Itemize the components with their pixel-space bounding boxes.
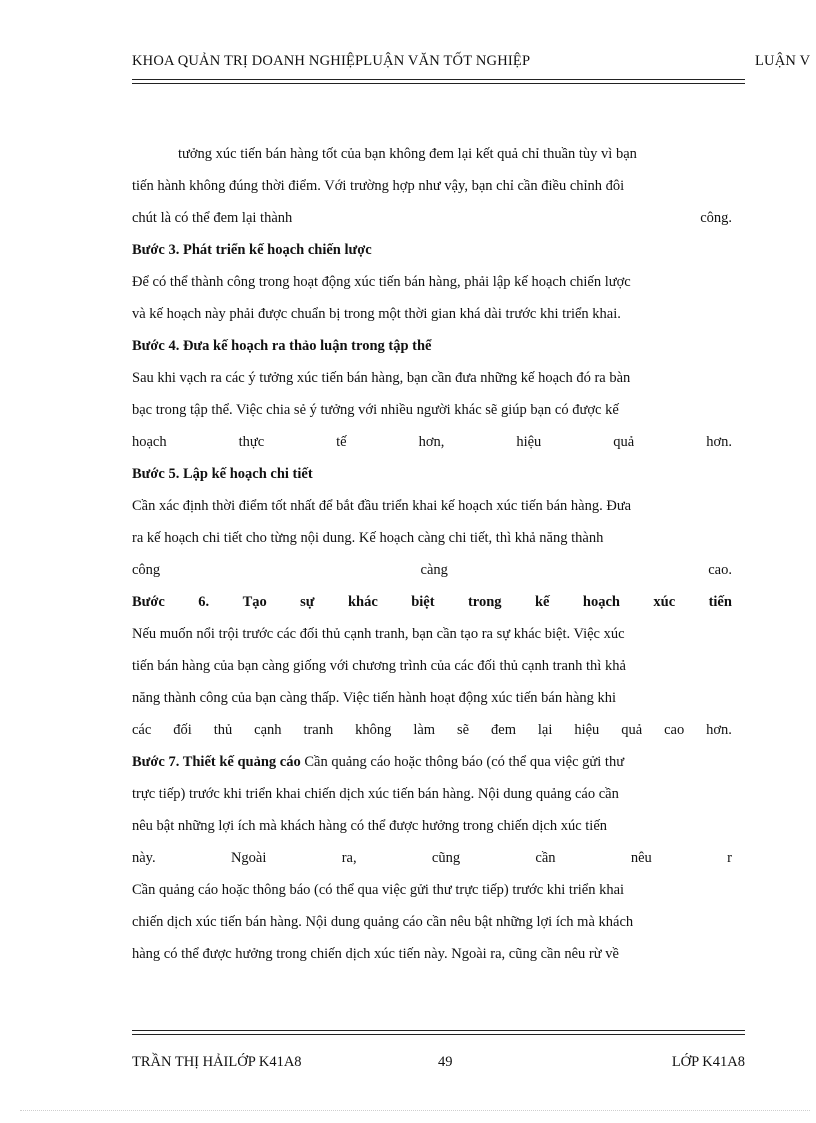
word: thủ <box>213 722 233 738</box>
word: lại <box>537 722 553 738</box>
text-line: tiến hành không đúng thời điểm. Với trường hợp như vậy, bạn chỉ cần điều chỉnh đôi <box>132 178 625 194</box>
page-number: 49 <box>438 1054 453 1070</box>
word: đối <box>173 722 192 738</box>
text-line: chiến dịch xúc tiến bán hàng. Nội dung quảng cáo cần nêu bật những lợi ích mà khách <box>132 914 634 930</box>
text-line: nêu bật những lợi ích mà khách hàng có thể được hưởng trong chiến dịch xúc tiến <box>132 818 608 834</box>
header-right-text: LUẬN V <box>755 53 811 69</box>
word: đem <box>491 722 516 738</box>
word: hoạch <box>132 434 167 450</box>
word: hơn. <box>706 722 732 738</box>
word: làm <box>413 722 436 738</box>
word: hơn. <box>706 434 732 450</box>
word: này. <box>132 850 156 866</box>
word: kế <box>534 594 550 610</box>
word: Tạo <box>242 594 267 610</box>
word: nêu <box>630 850 652 866</box>
text-line: trực tiếp) trước khi triển khai chiến dịch xúc tiến bán hàng. Nội dung quảng cáo cần <box>132 786 619 802</box>
text-line <box>132 719 732 741</box>
word: càng <box>420 562 448 578</box>
word: quả <box>621 722 643 738</box>
page-edge-dots <box>20 1110 810 1111</box>
word: ra, <box>341 850 357 866</box>
header-title: KHOA QUẢN TRỊ DOANH NGHIỆPLUẬN VĂN TỐT NGHIỆP <box>132 53 531 69</box>
step-heading: Bước 7. Thiết kế quảng cáo <box>132 754 301 770</box>
word: r <box>727 850 732 866</box>
text-line: Sau khi vạch ra các ý tưởng xúc tiến bán hàng, bạn cần đưa những kế hoạch đó ra bàn <box>132 370 631 386</box>
word: công. <box>700 210 732 226</box>
word: cũng <box>431 850 461 866</box>
word: hiệu <box>516 434 542 450</box>
text-line: hàng có thể được hưởng trong chiến dịch xúc tiến này. Ngoài ra, cũng cần nêu rừ về <box>132 946 619 962</box>
page-footer <box>132 1054 745 1074</box>
footer-rule-top <box>132 1030 745 1031</box>
word: chút là có thể đem lại thành <box>132 210 293 226</box>
word: Ngoài <box>230 850 267 866</box>
word: hơn, <box>418 434 445 450</box>
word: công <box>132 562 161 578</box>
footer-class: LỚP K41A8 <box>671 1054 745 1070</box>
text-line: năng thành công của bạn càng thấp. Việc tiến hành hoạt động xúc tiến bán hàng khi <box>132 690 617 706</box>
word: hiệu <box>574 722 600 738</box>
text-line: Cần quảng cáo hoặc thông báo (có thể qua việc gửi thư trực tiếp) trước khi triển khai <box>132 882 625 898</box>
word: cao. <box>708 562 732 578</box>
header-rule-bottom <box>132 83 745 84</box>
word: thực <box>238 434 265 450</box>
word: quả <box>613 434 635 450</box>
word: tranh <box>303 722 334 738</box>
text-line <box>132 559 732 581</box>
word: tiến <box>708 594 732 610</box>
word: xúc <box>653 594 676 610</box>
word: tế <box>336 434 347 450</box>
word: hoạch <box>582 594 620 610</box>
text-line: bạc trong tập thể. Việc chia sẻ ý tưởng với nhiều người khác sẽ giúp bạn có được kế <box>132 402 619 418</box>
text-line: Nếu muốn nổi trội trước các đối thủ cạnh tranh, bạn cần tạo ra sự khác biệt. Việc xúc <box>132 626 625 642</box>
text-line <box>132 431 732 453</box>
word: Bước <box>132 594 165 610</box>
word: cạnh <box>254 722 282 738</box>
footer-rule-bottom <box>132 1034 745 1035</box>
step-heading <box>132 591 732 613</box>
step-heading: Bước 5. Lập kế hoạch chi tiết <box>132 466 313 482</box>
page-header <box>132 53 816 73</box>
word: các <box>132 722 152 738</box>
word: khác <box>347 594 378 610</box>
text-line: tiến bán hàng của bạn càng giống với chương trình của các đối thủ cạnh tranh thì khả <box>132 658 626 674</box>
text-line <box>132 207 732 229</box>
text-span: Cần quảng cáo hoặc thông báo (có thể qua việc gửi thư <box>300 754 625 770</box>
step-heading: Bước 3. Phát triển kế hoạch chiến lược <box>132 242 372 258</box>
text-line: Cần xác định thời điểm tốt nhất để bắt đầu triển khai kế hoạch xúc tiến bán hàng. Đưa <box>132 498 632 514</box>
word: trong <box>467 594 502 610</box>
text-line: tưởng xúc tiến bán hàng tốt của bạn không đem lại kết quả chỉ thuần tùy vì bạn <box>178 146 637 162</box>
header-rule-top <box>132 79 745 80</box>
word: cao <box>664 722 685 738</box>
word: biệt <box>411 594 435 610</box>
text-line <box>132 751 732 773</box>
text-line <box>132 847 732 869</box>
word: sẽ <box>457 722 470 738</box>
word: sự <box>300 594 315 610</box>
text-line: Để có thể thành công trong hoạt động xúc tiến bán hàng, phải lập kế hoạch chiến lược <box>132 274 631 290</box>
word: cần <box>535 850 556 866</box>
footer-author: TRẦN THỊ HẢILỚP K41A8 <box>132 1054 302 1070</box>
text-line: và kế hoạch này phải được chuẩn bị trong một thời gian khá dài trước khi triển khai. <box>132 306 621 322</box>
word: không <box>355 722 392 738</box>
step-heading: Bước 4. Đưa kế hoạch ra thảo luận trong tập thể <box>132 338 432 354</box>
word: 6. <box>198 594 210 610</box>
text-line: ra kế hoạch chi tiết cho từng nội dung. Kế hoạch càng chi tiết, thì khả năng thành <box>132 530 604 546</box>
